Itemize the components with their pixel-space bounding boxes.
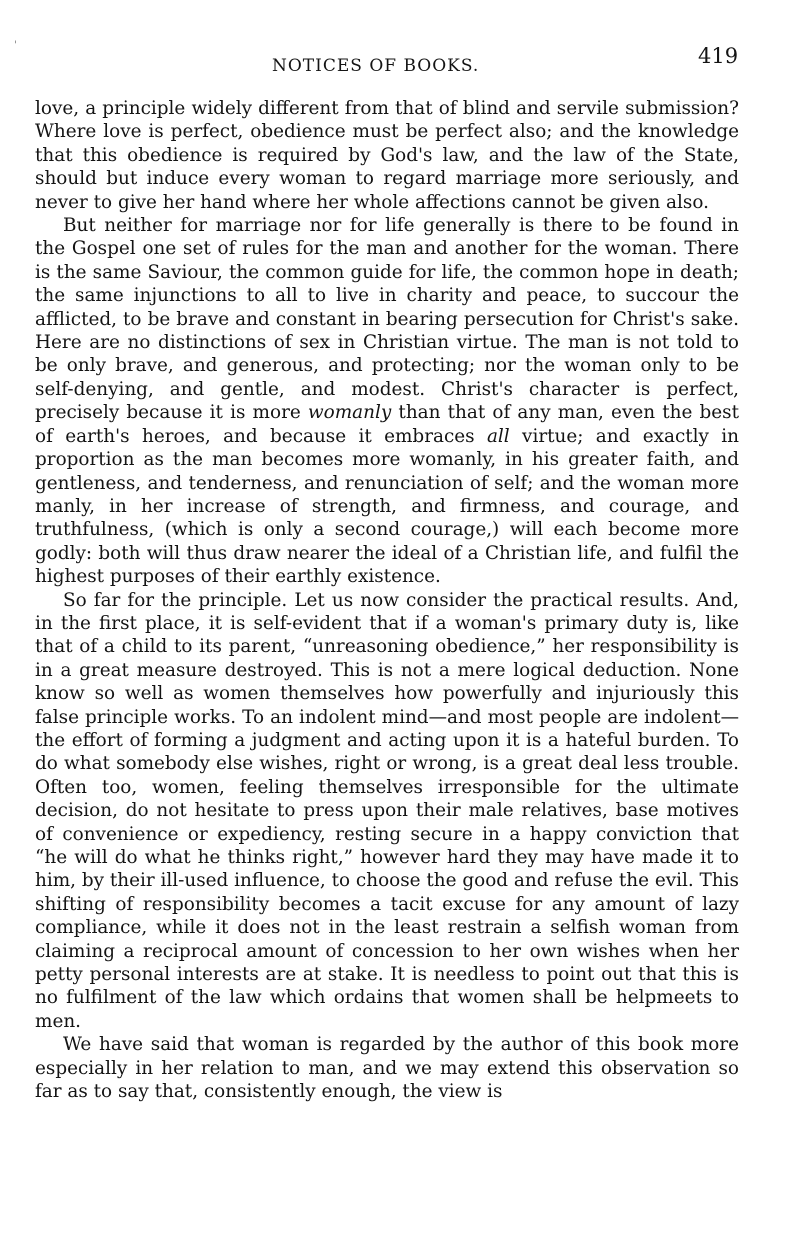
margin-mark: ' — [14, 40, 17, 51]
paragraph — [35, 97, 739, 214]
body-text — [35, 97, 739, 1103]
italic-text: all — [486, 425, 510, 447]
paragraph-text: But neither for marriage nor for life generally is there to be found in the Gospel one set of rules for the man and another for the woman. There is the same Saviour, the common guide for life, the common hope in death; the same injunctions to all to live in charity and peace, to succour the afflicted, to be brave and constant in bearing persecution for Christ's sake. Here are no distinctions of sex in Christian virtue. The man is not told to be only brave, and generous, and protecting; nor the woman only to be self-denying, and gentle, and modest. Christ's character is perfect, precisely because it is more — [35, 215, 739, 424]
paragraph-text: We have said that woman is regarded by the author of this book more especially in her relation to man, and we may extend this observation so far as to say that, consistently enough, the view is — [35, 1034, 739, 1103]
paragraph-text: love, a principle widely different from that of blind and servile submission? Where love is perfect, obedience must be perfect also; and the knowledge that this obedience is required by God's law, and the law of the State, should but induce every woman to regard marriage more seriously, and never to give her hand where her whole affections cannot be given also. — [35, 98, 739, 213]
italic-text: womanly — [307, 402, 392, 424]
paragraph — [35, 214, 739, 589]
paragraph-text: than that of any man, even the best of earth's heroes, and because it embraces — [35, 402, 739, 447]
paragraph-text: So far for the principle. Let us now consider the practical results. And, in the first place, it is self-evident that if a woman's primary duty is, like that of a child to its parent, “unreasoning obedience,” her responsibility is in a great measure destroyed. This is not a mere logical deduction. None know so well as women themselves how powerfully and injuriously this false principle works. To an indolent mind—and most people are indolent—the effort of forming a judgment and acting upon it is a hateful burden. To do what somebody else wishes, right or wrong, is a great deal less trouble. Often too, women, feeling themselves irresponsible for the ultimate decision, do not hesitate to press upon their male relatives, base motives of convenience or expediency, resting secure in a happy conviction that “he will do what he thinks right,” however hard they may have made it to him, by their ill-used influence, to choose the good and refuse the evil. This shifting of responsibility becomes a tacit excuse for any amount of lazy compliance, while it does not in the least restrain a selfish woman from claiming a reciprocal amount of concession to her own wishes when her petty personal interests are at stake. It is needless to point out that this is no fulfilment of the law which ordains that women shall be helpmeets to men. — [35, 589, 739, 1032]
running-title: NOTICES OF BOOKS. — [272, 56, 480, 76]
page-number: 419 — [698, 44, 739, 68]
paragraph — [35, 1033, 739, 1103]
paragraph-text: virtue; and exactly in proportion as the man becomes more womanly, in his greater faith, and gentleness, and tenderness, and renunciation of self; and the woman more manly, in her increase of strength, and firmness, and courage, and truthfulness, (which is only a second courage,) will each become more godly: both will thus draw nearer the ideal of a Christian life, and fulfil the highest purposes of their earthly existence. — [35, 425, 739, 588]
paragraph — [35, 589, 739, 1034]
